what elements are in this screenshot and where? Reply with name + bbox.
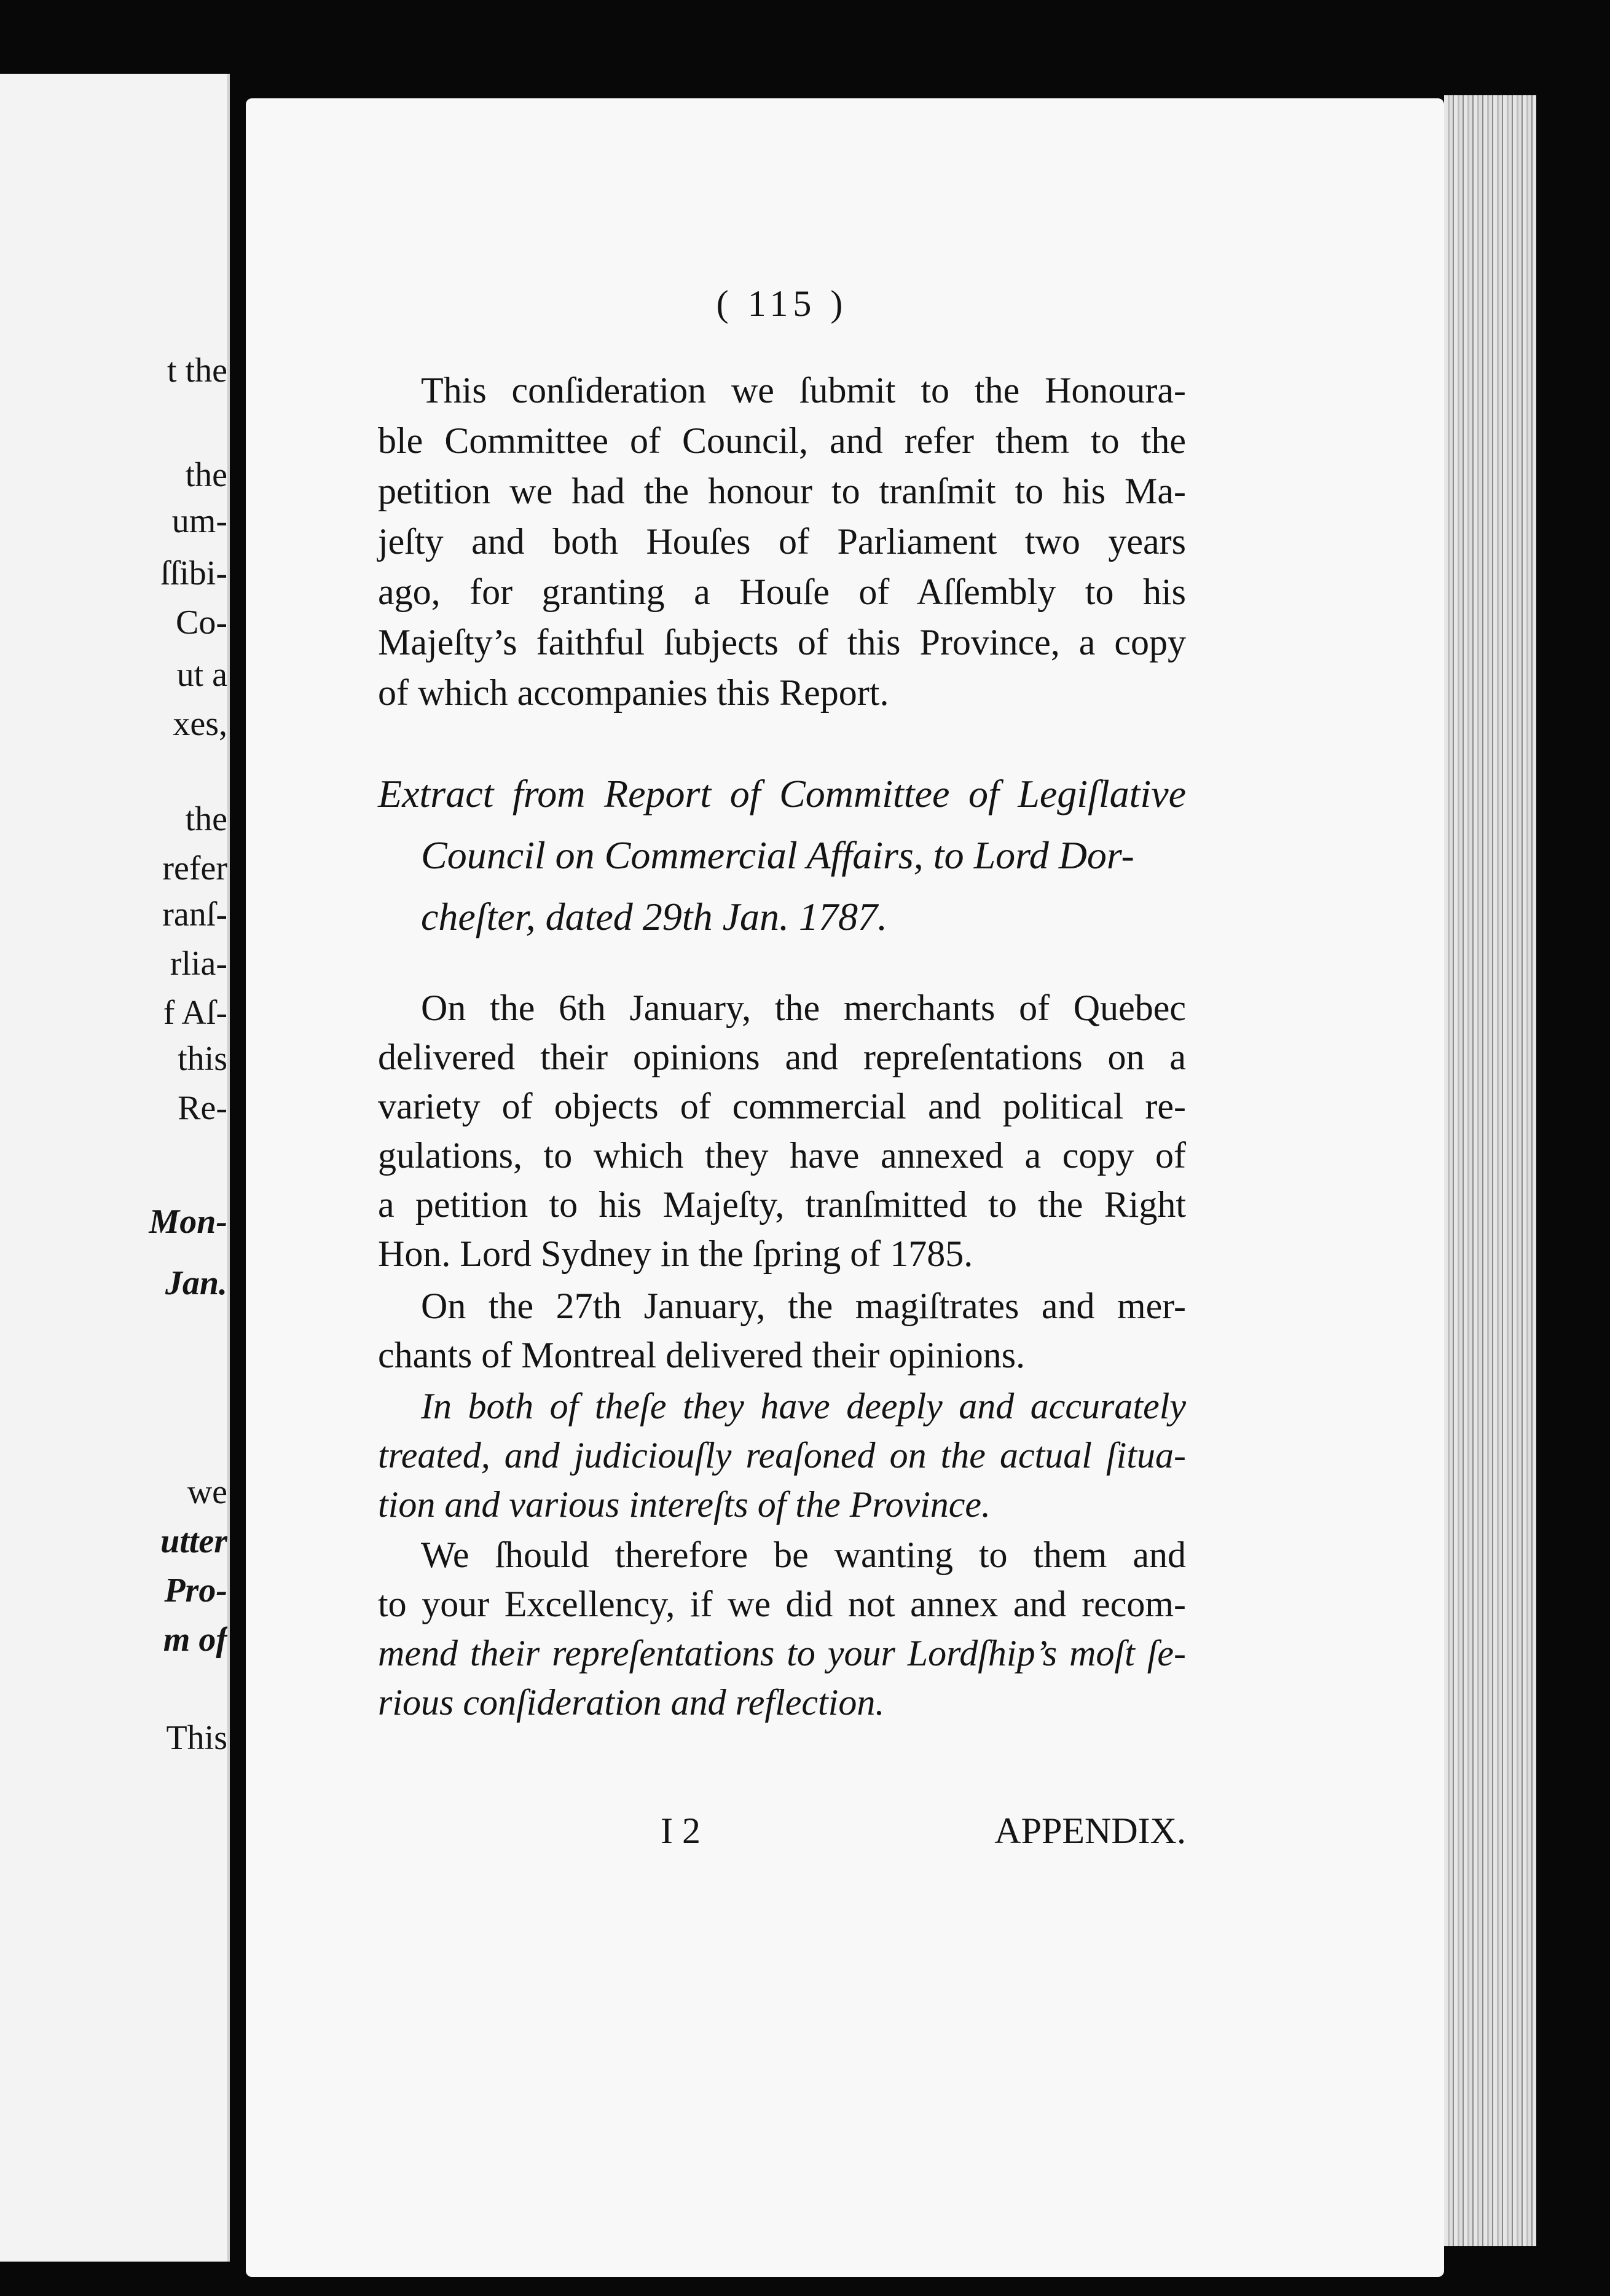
facing-page-fragment: um- [171, 502, 227, 540]
text-line: rious conſideration and reflection. [378, 1682, 885, 1723]
text-line: ago, for granting a Houſe of Aſſembly to his [378, 572, 1186, 612]
heading-line: Council on Commercial Affairs, to Lord Dor- [421, 833, 1134, 877]
facing-page-fragment: m of [163, 1621, 227, 1659]
text-line: jeſty and both Houſes of Parliament two years [378, 521, 1186, 562]
facing-page [0, 74, 230, 2262]
text-line: Majeſty’s faithful ſubjects of this Province, a copy [378, 622, 1186, 662]
facing-page-fragment: the [185, 456, 227, 494]
signature-mark: I 2 [661, 1810, 701, 1851]
text-line: This conſideration we ſubmit to the Honoura- [421, 370, 1186, 411]
text-line: In both of theſe they have deeply and accurately [421, 1386, 1186, 1426]
facing-page-fragment: ſſibi- [160, 554, 227, 592]
text-line: Hon. Lord Sydney in the ſpring of 1785. [378, 1233, 973, 1274]
text-line: petition we had the honour to tranſmit to his Ma- [378, 471, 1186, 511]
text-line: On the 6th January, the merchants of Quebec [421, 988, 1186, 1028]
facing-page-text [0, 74, 227, 2262]
facing-page-fragment: Mon- [149, 1203, 227, 1241]
facing-page-fragment: This [166, 1719, 227, 1757]
text-line: chants of Montreal delivered their opinions. [378, 1335, 1026, 1375]
text-line: to your Excellency, if we did not annex and recom- [378, 1584, 1186, 1624]
facing-page-fragment: rlia- [170, 945, 227, 983]
text-line: delivered their opinions and repreſentations on a [378, 1037, 1186, 1077]
facing-page-fragment: utter [160, 1522, 227, 1560]
text-line: mend their repreſentations to your Lordſhip’s moſt ſe- [378, 1633, 1186, 1673]
facing-page-fragment: Re- [178, 1089, 227, 1127]
facing-page-fragment: the [185, 800, 227, 838]
catchword: APPENDIX. [994, 1810, 1186, 1851]
text-line: We ſhould therefore be wanting to them and [421, 1535, 1186, 1575]
facing-page-fragment: this [178, 1040, 227, 1078]
facing-page-fragment: we [187, 1473, 227, 1511]
text-line: a petition to his Majeſty, tranſmitted to the Right [378, 1184, 1186, 1225]
text-line: treated, and judiciouſly reaſoned on the actual ſitua- [378, 1435, 1186, 1476]
page-number: ( 115 ) [716, 283, 848, 324]
text-line: On the 27th January, the magiſtrates and mer- [421, 1286, 1186, 1326]
facing-page-fragment: ut a [176, 656, 227, 694]
text-line: of which accompanies this Report. [378, 672, 889, 713]
facing-page-fragment: f Aſ- [163, 994, 227, 1032]
facing-page-fragment: ranſ- [162, 895, 227, 934]
text-line: ble Committee of Council, and refer them to the [378, 420, 1186, 461]
book-page [246, 98, 1444, 2277]
text-line: variety of objects of commercial and political re- [378, 1086, 1186, 1126]
text-line: tion and various intereſts of the Province. [378, 1484, 991, 1525]
text-line: gulations, to which they have annexed a copy of [378, 1135, 1186, 1176]
facing-page-fragment: refer [162, 849, 227, 887]
facing-page-fragment: Jan. [165, 1264, 227, 1302]
facing-page-fragment: t the [167, 352, 227, 390]
facing-page-fragment: Pro- [164, 1571, 227, 1610]
facing-page-fragment: xes, [173, 705, 227, 743]
heading-line: cheſter, dated 29th Jan. 1787. [421, 895, 887, 938]
facing-page-fragment: Co- [176, 603, 227, 642]
page-edges [1444, 95, 1536, 2246]
heading-line: Extract from Report of Committee of Legiſlative [378, 772, 1186, 816]
